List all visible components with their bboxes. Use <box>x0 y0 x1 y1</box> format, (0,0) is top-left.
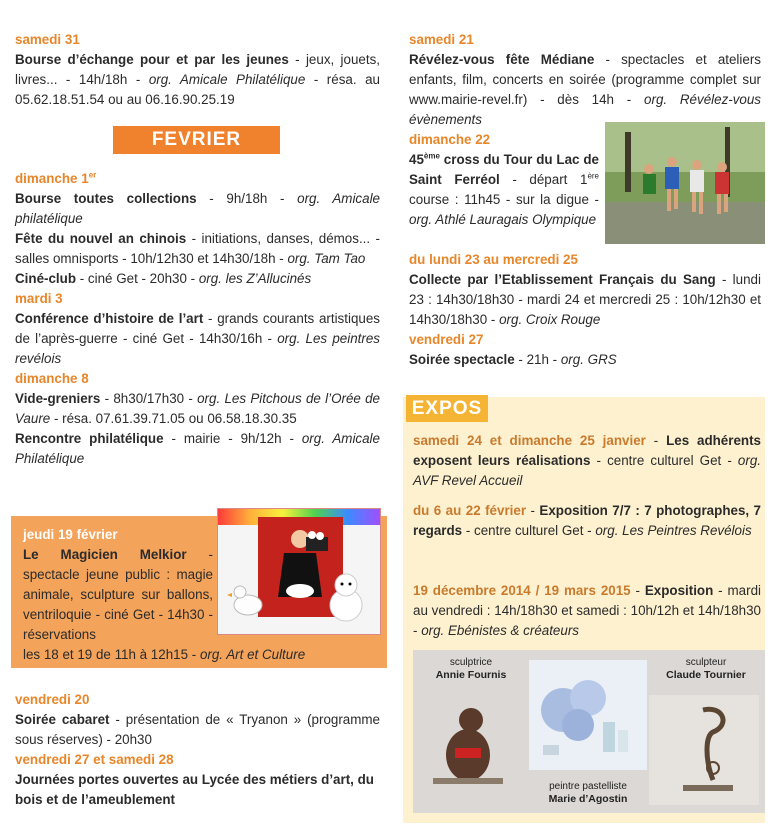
event-title: Vide-greniers <box>15 391 101 406</box>
event-details: - jeux, jouets, livres... - 14h/18h - <box>15 52 381 87</box>
expo-1: samedi 24 et dimanche 25 janvier - Les adhérents exposent leurs réalisations - centre culturel Get - org. AVF Revel Accueil <box>413 433 761 488</box>
highlight-text: jeudi 19 février Le Magicien Melkior - spectacle jeune public : magie animale, sculpture sur ballons, ventriloquie - ciné Get - 14h30 - réservations <box>23 527 213 642</box>
events-february: dimanche 1er Bourse toutes collections - 9h/18h - org. Amicale philatélique Fête du nouvel an chinois - initiations, danses, démos... - salles omnisports - 10h/12h30 et 14h30/18h - org. Tam Tao Ciné-club - ciné Get - 20h30 - org. les Z’Allucinés mardi 3 Conférence d’histoire de l’art - grands courants artistiques de l’après-guerre - ciné Get - 14h30/16h - org. Les peintres revélois dimanche 8 Vide-greniers - 8h30/17h30 - org. Les Pitchous de l’Orée de Vaure - résa. 07.61.39.71.05 ou 06.58.18.30.35 Rencontre philatélique - mairie - 9h/12h - org. Amicale Philatélique <box>15 170 381 466</box>
expo-org: org. AVF Revel Accueil <box>413 453 761 488</box>
expo-title: Exposition 7/7 : 7 photographes, 7 regards <box>413 503 761 538</box>
event-date: vendredi 27 et samedi 28 <box>15 752 174 767</box>
event-title: Conférence d’histoire de l’art <box>15 311 204 326</box>
event-title: Soirée spectacle <box>409 352 515 367</box>
expo-date: samedi 24 et dimanche 25 janvier <box>413 433 646 448</box>
month-banner: FEVRIER <box>113 126 280 154</box>
expo-3: 19 décembre 2014 / 19 mars 2015 - Exposition - mardi au vendredi : 14h/18h30 et samedi : 10h/12h et 14h/18h30 - org. Ebénistes & créateurs <box>413 583 761 638</box>
event-title: Collecte par l’Etablissement Français du Sang <box>409 272 716 287</box>
event-title: Bourse d’échange pour et par les jeunes <box>15 52 289 67</box>
event-date: vendredi 27 <box>409 332 484 347</box>
event-org: org. Les peintres revélois <box>15 331 380 366</box>
event-jan31 <box>15 30 380 110</box>
event-feb21: samedi 21 Révélez-vous fête Médiane - spectacles et ateliers enfants, film, concerts en soirée (programme complet sur www.mairie-revel.fr) - dès 14h - org. Révélez-vous évènements <box>409 32 762 127</box>
event-org: org. Croix Rouge <box>499 312 601 327</box>
event-org: org. Athlé Lauragais Olympique <box>409 212 597 227</box>
event-date: dimanche 22 <box>409 132 491 147</box>
event-date: du lundi 23 au mercredi 25 <box>409 252 578 267</box>
events-late-february: vendredi 20 Soirée cabaret - présentation de « Tryanon » (programme sous réserves) - 20h30 vendredi 27 et samedi 28 Journées portes ouvertes au Lycée des métiers d’art, du bois et de l’ameublement <box>15 690 380 810</box>
artist-label-2: sculpteur Claude Tournier <box>666 657 746 681</box>
event-date: samedi 31 <box>15 32 80 47</box>
expo-org: org. Les Peintres Revélois <box>595 523 752 538</box>
event-title: Révélez-vous fête Médiane <box>409 52 595 67</box>
event-feb22: dimanche 22 45ème cross du Tour du Lac de Saint Ferréol - départ 1ère course : 11h45 - sur la digue - org. Athlé Lauragais Olympique <box>409 132 599 227</box>
expo-title: Exposition <box>644 583 714 598</box>
event-date: jeudi 19 février <box>23 527 118 542</box>
event-org: org. Amicale philatélique <box>15 191 380 226</box>
event-title: Soirée cabaret <box>15 712 110 727</box>
event-date: mardi 3 <box>15 291 63 306</box>
event-org: org. Tam Tao <box>287 251 366 266</box>
event-org: org. Art et Culture <box>199 647 306 662</box>
expo-org: org. Ebénistes & créateurs <box>421 623 579 638</box>
event-org: org. Amicale Philatélique <box>15 431 380 466</box>
event-details: - résa. au 05.62.18.51.54 ou au 06.16.90.25.19 <box>15 72 380 107</box>
expo-title: Les adhérents exposent leurs réalisations <box>413 433 761 468</box>
artist-label-1: sculptrice Annie Fournis <box>435 657 507 681</box>
event-title: Rencontre philatélique <box>15 431 164 446</box>
event-date: samedi 21 <box>409 32 474 47</box>
event-org: org. GRS <box>560 352 617 367</box>
event-title: 45ème cross du Tour du Lac de Saint Ferréol <box>409 151 599 187</box>
cross-race-photo <box>605 122 765 244</box>
event-org: org. Révélez-vous évènements <box>409 92 762 127</box>
event-title: Journées portes ouvertes au Lycée des métiers d’art, du bois et de l’ameublement <box>15 772 374 807</box>
expo-date: 19 décembre 2014 / 19 mars 2015 <box>413 583 631 598</box>
event-title: Bourse toutes collections <box>15 191 197 206</box>
artist-label-3: peintre pastelliste Marie d’Agostin <box>548 781 628 805</box>
event-title: Le Magicien Melkior <box>23 547 187 562</box>
magician-illustration <box>217 508 381 635</box>
event-org: org. Les Pitchous de l’Orée de Vaure <box>15 391 381 426</box>
event-title: Fête du nouvel an chinois <box>15 231 187 246</box>
expos-title: EXPOS <box>406 395 488 422</box>
expo-date: du 6 au 22 février <box>413 503 527 518</box>
event-org: org. les Z’Allucinés <box>198 271 312 286</box>
events-feb23-27: du lundi 23 au mercredi 25 Collecte par l’Etablissement Français du Sang - lundi 23 : 14h30/18h30 - mardi 24 et mercredi 25 : 10h/12h30 et 14h30/18h30 - org. Croix Rouge vendredi 27 Soirée spectacle - 21h - org. GRS <box>409 252 761 367</box>
artists-gallery <box>413 650 765 813</box>
event-date: dimanche 8 <box>15 371 89 386</box>
highlight-text-continued: les 18 et 19 de 11h à 12h15 - org. Art et Culture <box>23 647 306 662</box>
event-date: vendredi 20 <box>15 692 90 707</box>
event-date: dimanche 1er <box>15 170 97 186</box>
event-org: org. Amicale Philatélique <box>148 72 306 87</box>
expo-2: du 6 au 22 février - Exposition 7/7 : 7 photographes, 7 regards - centre culturel Get - org. Les Peintres Revélois <box>413 503 761 538</box>
event-title: Ciné-club <box>15 271 77 286</box>
